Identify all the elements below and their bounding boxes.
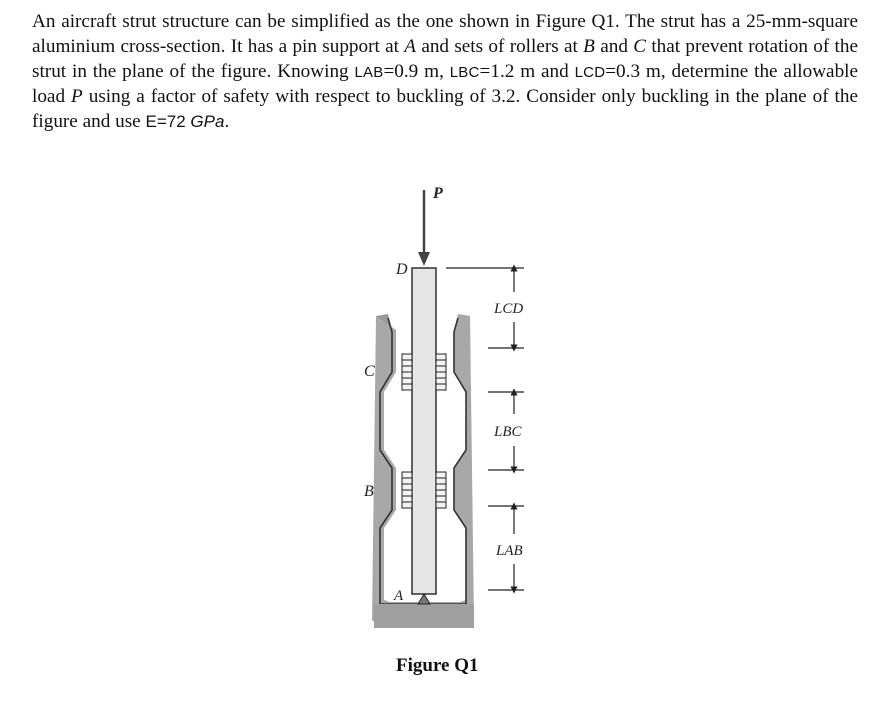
load-arrow-p xyxy=(418,190,430,266)
point-a-ref: A xyxy=(404,35,417,57)
load-p-ref: P xyxy=(71,86,83,108)
point-b-ref: B xyxy=(583,35,595,57)
length-lab-name: LAB xyxy=(354,63,384,81)
label-c: C xyxy=(364,363,375,380)
length-lcd-value: =0.3 m, determine the allowable load xyxy=(32,60,859,108)
pin-support-a xyxy=(418,594,430,604)
length-lbc-name: LBC xyxy=(449,63,480,81)
length-lcd-name: LCD xyxy=(574,63,606,81)
length-lab-value: =0.9 m, xyxy=(383,60,450,82)
strut-figure xyxy=(330,176,580,636)
problem-text-4: that prevent rotation of the strut in the plane of the figure. Knowing xyxy=(32,35,858,82)
strut-member xyxy=(412,268,436,594)
modulus-unit: GPa xyxy=(190,112,225,132)
label-b: B xyxy=(364,483,374,500)
problem-text-2: and sets of rollers at xyxy=(416,35,584,57)
problem-text-1: An aircraft strut structure can be simplified as the one shown in Figure Q1. The strut has a 25-mm-square aluminium cross-section. It has a pin support at xyxy=(32,11,858,57)
length-lbc-value: =1.2 m and xyxy=(479,60,575,82)
label-l-ab: LAB xyxy=(496,543,523,559)
figure-caption: Figure Q1 xyxy=(396,655,479,676)
label-l-bc: LBC xyxy=(494,424,522,440)
label-d: D xyxy=(396,261,408,278)
problem-text-end: . xyxy=(224,111,230,133)
problem-statement xyxy=(32,10,858,135)
label-p: P xyxy=(433,185,443,202)
point-c-ref: C xyxy=(633,35,647,57)
modulus-value: E=72 xyxy=(145,112,191,132)
label-a: A xyxy=(394,588,404,604)
problem-text-3: and xyxy=(594,35,634,57)
label-l-cd: LCD xyxy=(494,301,524,317)
problem-text-5: using a factor of safety with respect to buckling of 3.2. Consider only buckling in the plane of the figure and use xyxy=(32,86,858,133)
